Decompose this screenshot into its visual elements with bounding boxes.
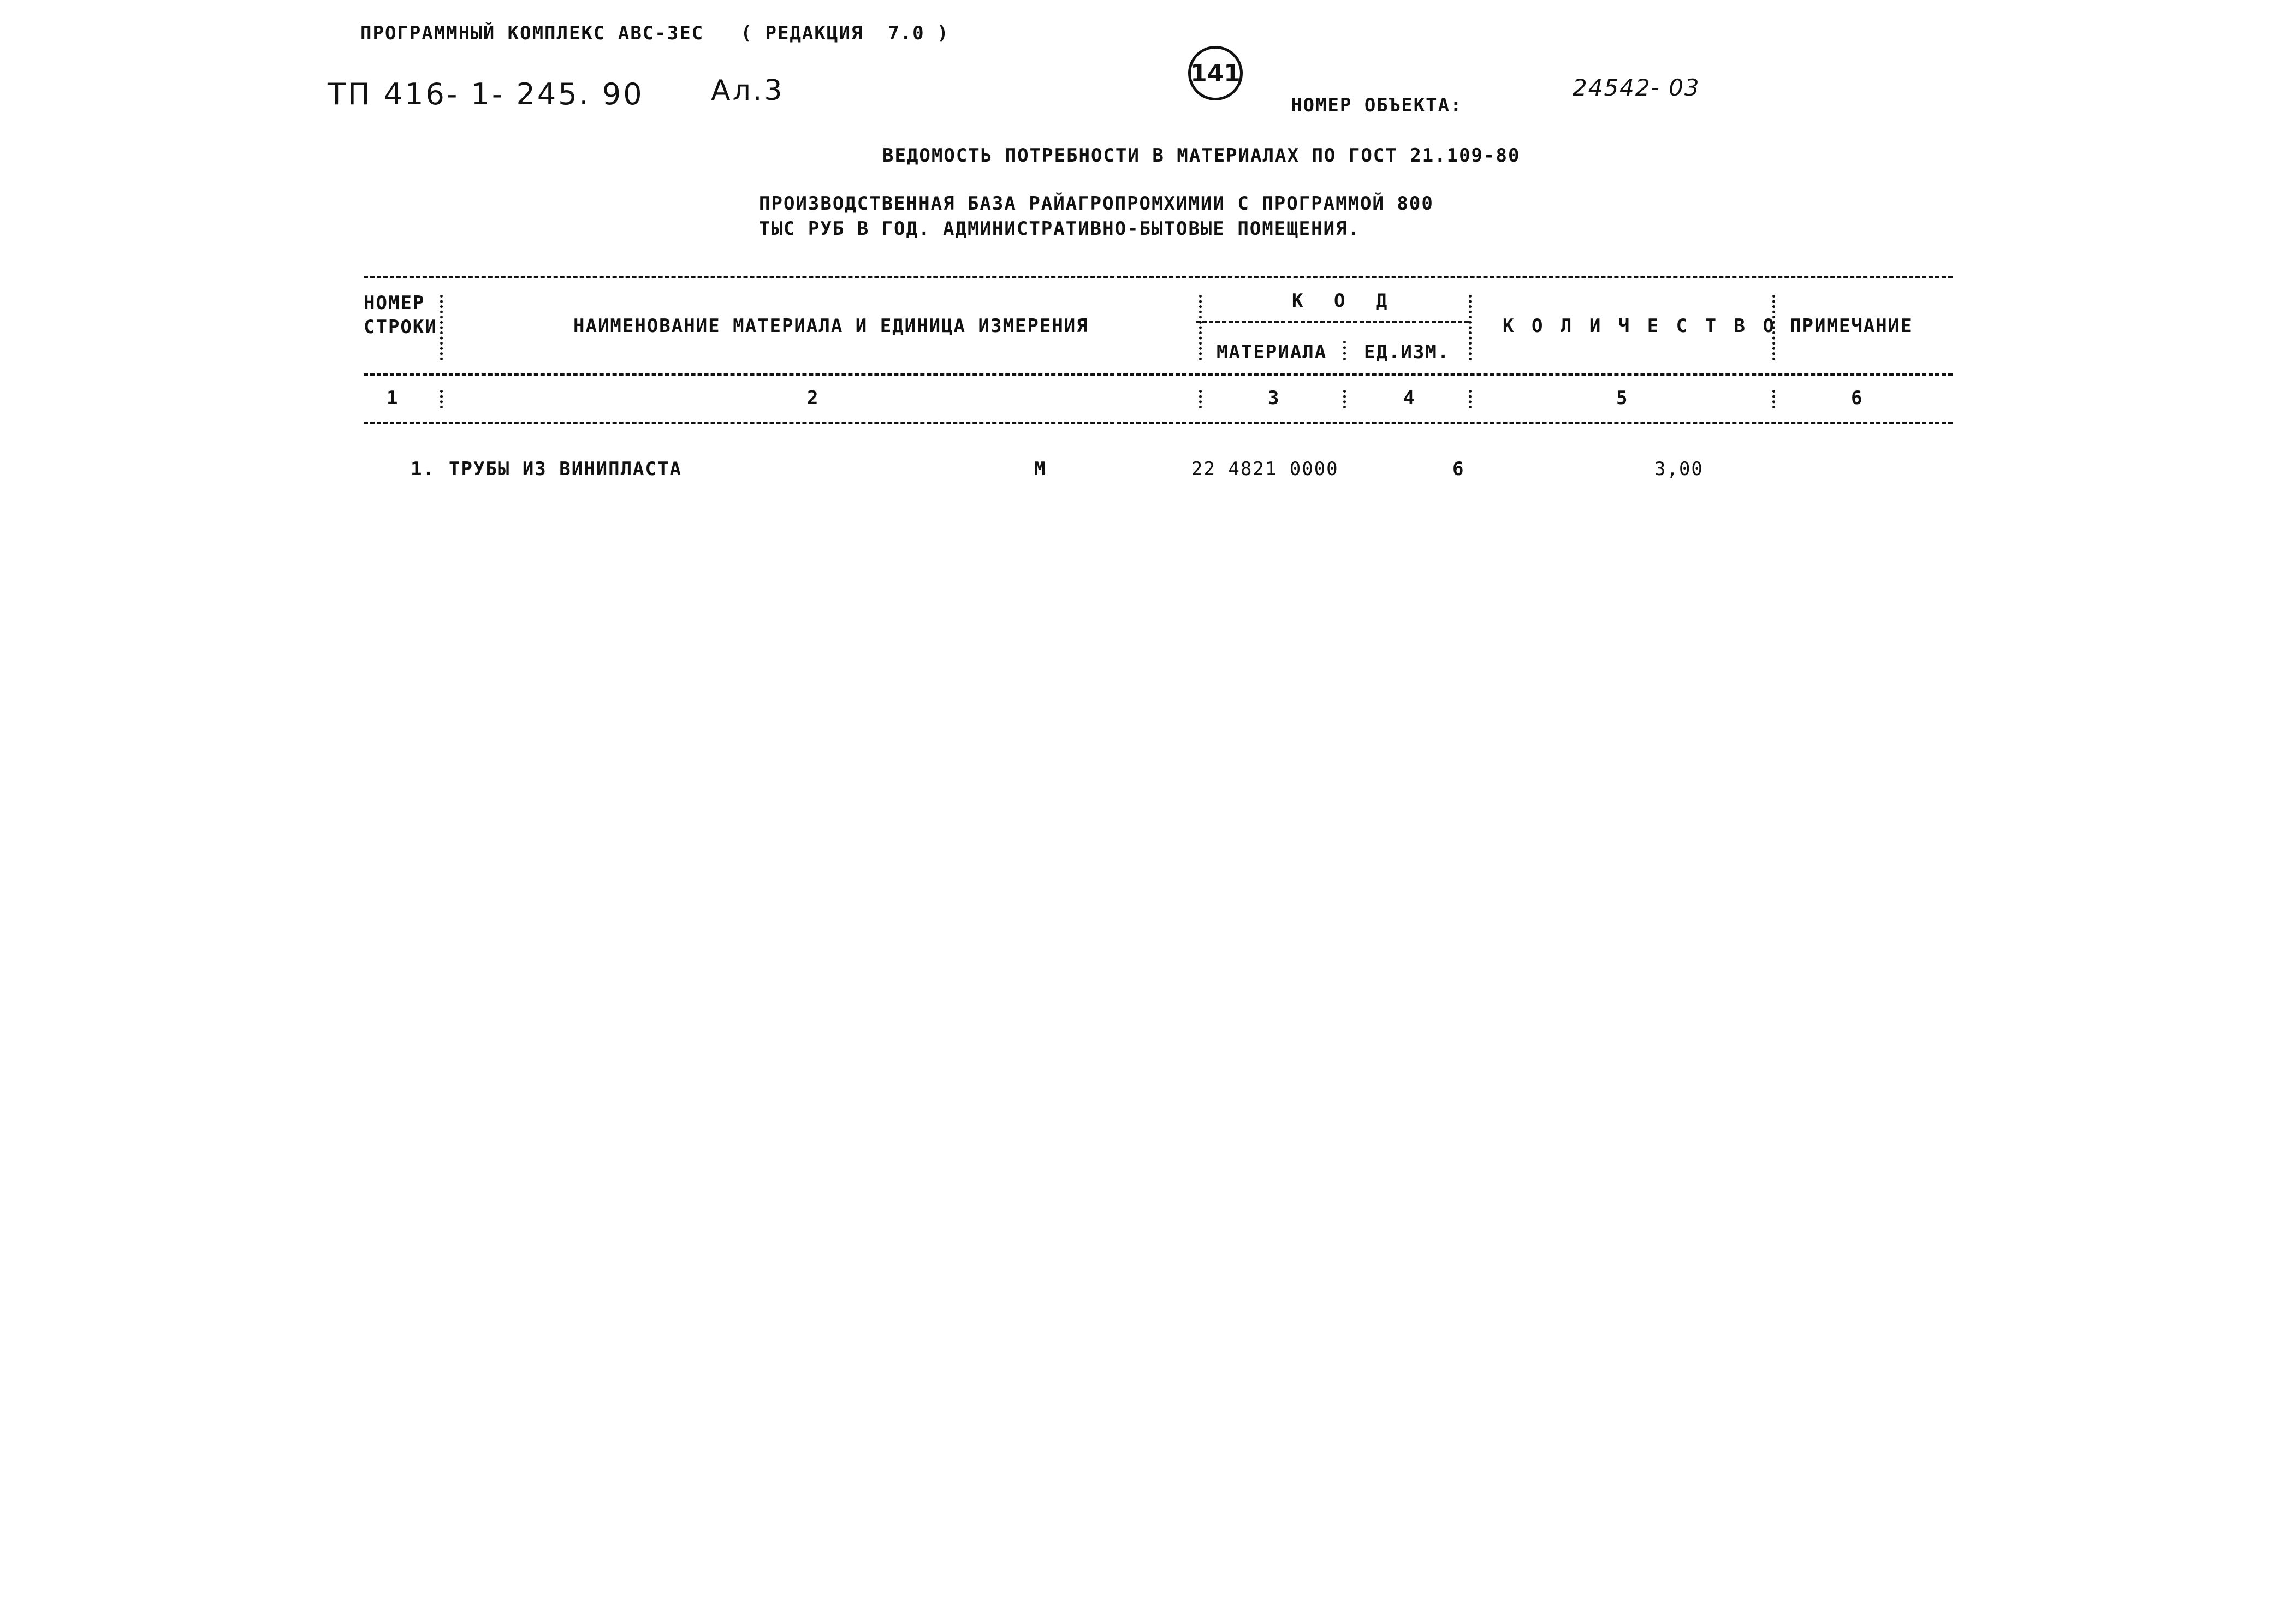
table-top-rule (364, 276, 1953, 278)
col-number-4: 4 (1403, 387, 1416, 409)
album-number: Ал.3 (711, 74, 785, 107)
header-code-unit: ЕД.ИЗМ. (1364, 341, 1450, 363)
col-sep-code-inner (1343, 341, 1346, 360)
page-number-stamp (1188, 46, 1243, 100)
row-material-name: ТРУБЫ ИЗ ВИНИПЛАСТА (449, 458, 682, 480)
header-bottom-rule (364, 373, 1953, 376)
num-sep-2 (1199, 390, 1202, 408)
header-quantity: К О Л И Ч Е С Т В О (1503, 315, 1777, 337)
header-code: К О Д (1292, 290, 1397, 312)
header-name: НАИМЕНОВАНИЕ МАТЕРИАЛА И ЕДИНИЦА ИЗМЕРЕНИЯ (573, 315, 1089, 337)
col-number-6: 6 (1851, 387, 1864, 409)
document-title: ВЕДОМОСТЬ ПОТРЕБНОСТИ В МАТЕРИАЛАХ ПО ГОСТ 21.109-80 (882, 145, 1521, 167)
num-sep-3 (1343, 390, 1346, 408)
row-number: 1. (411, 458, 435, 480)
row-material-code: 22 4821 0000 (1191, 458, 1339, 480)
num-sep-1 (440, 390, 443, 408)
header-row-number-1: НОМЕР (364, 292, 425, 314)
document-subtitle-line1: ПРОИЗВОДСТВЕННАЯ БАЗА РАЙАГРОПРОМХИМИИ С ПРОГРАММОЙ 800 (759, 193, 1434, 215)
document-subtitle-line2: ТЫС РУБ В ГОД. АДМИНИСТРАТИВНО-БЫТОВЫЕ ПОМЕЩЕНИЯ. (759, 218, 1361, 240)
numbering-bottom-rule (364, 422, 1953, 424)
col-number-1: 1 (387, 387, 399, 409)
program-line: ПРОГРАММНЫЙ КОМПЛЕКС АВС-ЗЕС ( РЕДАКЦИЯ 7.0 ) (360, 22, 950, 44)
project-code: ТП 416- 1- 245. 90 (328, 77, 644, 111)
col-number-2: 2 (807, 387, 820, 409)
col-sep-1 (440, 295, 443, 360)
col-number-5: 5 (1616, 387, 1629, 409)
object-number-label: НОМЕР ОБЪЕКТА: (1291, 94, 1463, 116)
row-unit: М (1034, 458, 1047, 480)
num-sep-5 (1772, 390, 1775, 408)
header-row-number-2: СТРОКИ (364, 316, 437, 338)
num-sep-4 (1469, 390, 1472, 408)
row-quantity: 3,00 (1654, 458, 1704, 480)
object-number-value: 24542- 03 (1573, 74, 1700, 101)
header-note: ПРИМЕЧАНИЕ (1790, 315, 1913, 337)
col-sep-3 (1469, 295, 1472, 360)
col-number-3: 3 (1268, 387, 1280, 409)
page-number: 141 (1190, 59, 1241, 87)
code-subdivider-rule (1196, 321, 1469, 323)
col-sep-2 (1199, 295, 1202, 360)
header-code-material: МАТЕРИАЛА (1217, 341, 1327, 363)
row-unit-code: 6 (1452, 458, 1465, 480)
